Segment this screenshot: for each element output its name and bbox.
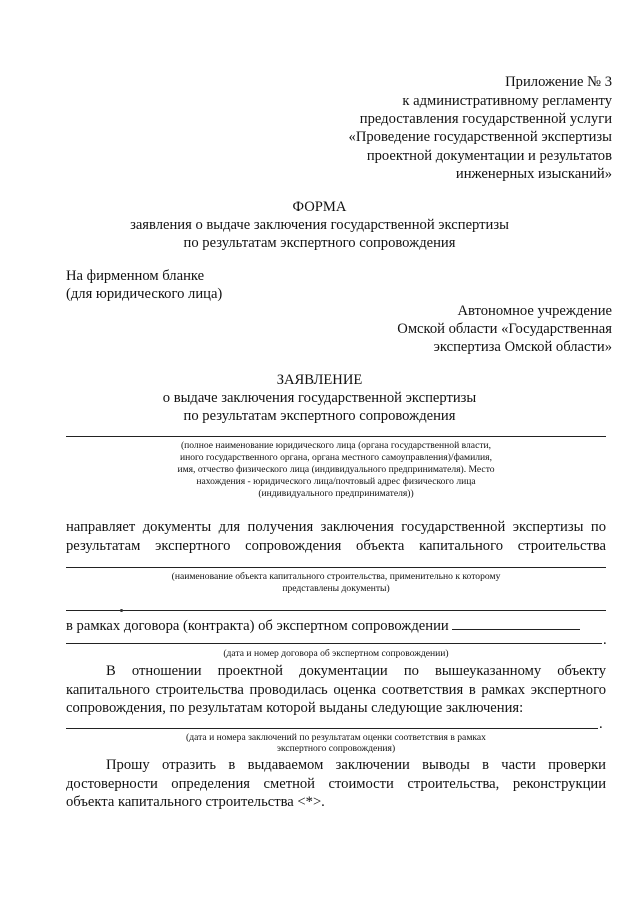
body-text: капитального строительства проводилась оценка соответствия в рамках экспертного bbox=[66, 682, 606, 698]
contract-label bbox=[66, 617, 580, 634]
field-hint: представлены документы) bbox=[282, 583, 390, 594]
conclusions-line[interactable] bbox=[66, 728, 598, 729]
field-hint: (дата и номера заключений по результатам оценки соответствия в рамках bbox=[186, 732, 486, 743]
field-hint: экспертного сопровождения) bbox=[276, 743, 396, 754]
letterhead-note: На фирменном бланке bbox=[66, 268, 205, 284]
line-end-period: . bbox=[603, 632, 607, 648]
body-text: сопровождения, по результатам которой выданы следующие заключения: bbox=[66, 700, 524, 716]
appendix-number: Приложение № 3 bbox=[505, 74, 612, 90]
body-text: достоверности определения сметной стоимости строительства, реконструкции bbox=[66, 776, 606, 792]
form-title: ФОРМА bbox=[292, 199, 347, 215]
appendix-line: «Проведение государственной экспертизы bbox=[348, 129, 612, 145]
body-text: Прошу отразить в выдаваемом заключении выводы в части проверки bbox=[106, 757, 606, 773]
addressee-line: Омской области «Государственная bbox=[397, 321, 612, 337]
field-hint: (наименование объекта капитального строительства, применительно к которому bbox=[171, 571, 501, 582]
appendix-line: инженерных изысканий» bbox=[455, 166, 612, 182]
application-subtitle: по результатам экспертного сопровождения bbox=[183, 408, 456, 424]
field-hint: (полное наименование юридического лица (органа государственной власти, bbox=[180, 440, 492, 451]
appendix-line: проектной документации и результатов bbox=[366, 148, 612, 164]
body-text: объекта капитального строительства <*>. bbox=[66, 794, 325, 810]
field-hint: (индивидуального предпринимателя)) bbox=[258, 488, 414, 499]
applicant-name-line[interactable] bbox=[66, 436, 606, 437]
appendix-line: предоставления государственной услуги bbox=[359, 111, 612, 127]
contract-blank[interactable] bbox=[452, 617, 580, 630]
addressee-line: экспертиза Омской области» bbox=[433, 339, 612, 355]
body-text: результатам экспертного сопровождения объекта капитального строительства bbox=[66, 538, 606, 554]
application-subtitle: о выдаче заключения государственной экспертизы bbox=[162, 390, 477, 406]
form-subtitle: по результатам экспертного сопровождения bbox=[183, 235, 456, 251]
application-title: ЗАЯВЛЕНИЕ bbox=[276, 372, 363, 388]
contract-text: в рамках договора (контракта) об экспертном сопровождении bbox=[66, 618, 449, 634]
object-name-line-2[interactable] bbox=[66, 610, 606, 611]
field-hint: иного государственного органа, органа местного самоуправления)/фамилия, bbox=[179, 452, 492, 463]
field-hint: (дата и номер договора об экспертном сопровождении) bbox=[223, 648, 449, 659]
form-subtitle: заявления о выдаче заключения государственной экспертизы bbox=[130, 217, 509, 233]
scan-mark bbox=[120, 609, 123, 612]
body-text: В отношении проектной документации по вышеуказанному объекту bbox=[106, 663, 606, 679]
contract-date-line[interactable] bbox=[66, 643, 602, 644]
letterhead-note: (для юридического лица) bbox=[66, 286, 223, 302]
appendix-line: к административному регламенту bbox=[402, 93, 612, 109]
field-hint: нахождения - юридического лица/почтовый адрес физического лица bbox=[196, 476, 476, 487]
addressee-line: Автономное учреждение bbox=[457, 303, 612, 319]
line-end-period: . bbox=[599, 716, 603, 732]
field-hint: имя, отчество физического лица (индивидуального предпринимателя). Место bbox=[177, 464, 495, 475]
body-text: направляет документы для получения заключения государственной экспертизы по bbox=[66, 519, 606, 535]
object-name-line[interactable] bbox=[66, 567, 606, 568]
